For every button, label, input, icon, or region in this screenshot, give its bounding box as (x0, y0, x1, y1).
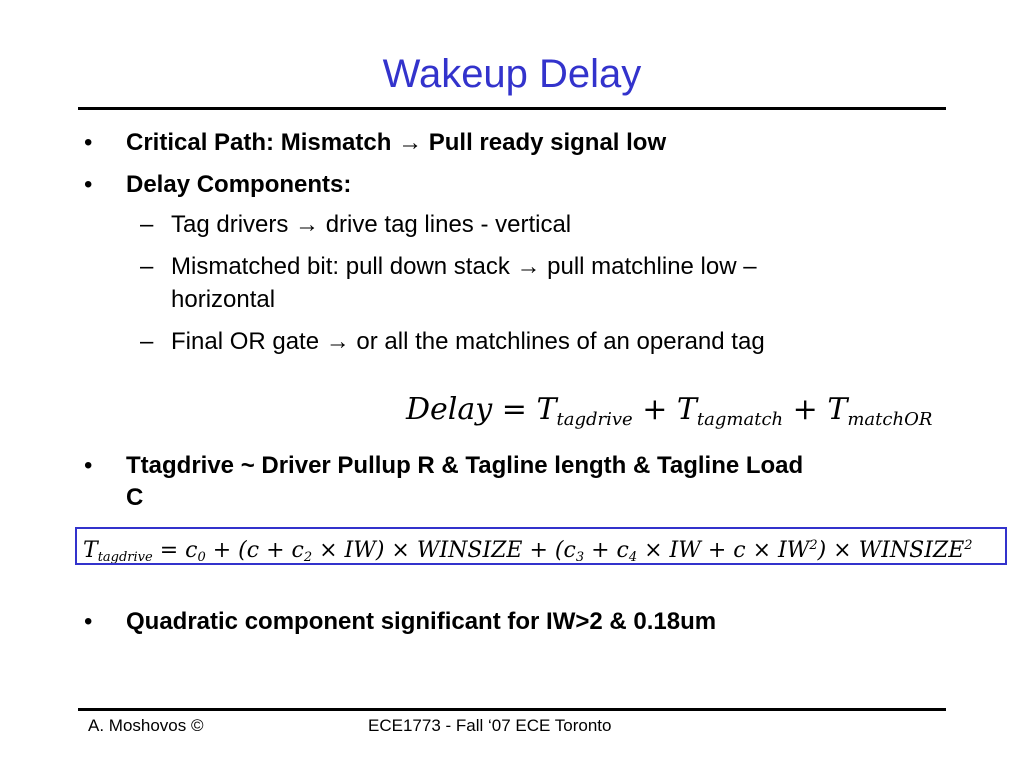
bullet-glyph: • (84, 452, 93, 479)
delay-equation: Delay = $T_{tagdrive} + T_{tagmatch} + T_{matchOR}$ (406, 392, 933, 430)
bullet-glyph: • (84, 129, 93, 156)
subbullet-text: Final OR gate → or all the matchlines of an operand tag (171, 328, 765, 355)
dash-glyph: – (140, 253, 154, 280)
ttagdrive-equation: $T_{tagdrive} = c_0 + (c + c_2 \times IW)$ × WINSIZE + ($c_3 + c_4$ × IW + $c \times IW^2$) × $WINSIZE^2$ (75, 527, 1007, 565)
dash-glyph: – (140, 328, 154, 355)
title-rule (78, 107, 946, 110)
footer-course: ECE1773 - Fall ‘07 ECE Toronto (368, 716, 612, 735)
dash-glyph: – (140, 211, 154, 238)
subbullet-text-cont: horizontal (171, 286, 276, 313)
bullet-text: Delay Components: (126, 171, 352, 198)
bullet-text-cont: C (126, 484, 144, 511)
bullet-text: Quadratic component significant for IW>2 & 0.18um (126, 608, 717, 635)
subbullet-text: Tag drivers → drive tag lines - vertical (171, 211, 572, 238)
subbullet-text: Mismatched bit: pull down stack → pull matchline low – (171, 253, 757, 280)
footer-author: A. Moshovos © (88, 716, 204, 735)
bullet-text: Ttagdrive ~ Driver Pullup R & Tagline length & Tagline Load (126, 452, 804, 479)
slide-title: Wakeup Delay (382, 52, 642, 96)
footer-rule (78, 708, 946, 711)
bullet-glyph: • (84, 171, 93, 198)
bullet-glyph: • (84, 608, 93, 635)
bullet-text: Critical Path: Mismatch → Pull ready signal low (126, 129, 667, 156)
